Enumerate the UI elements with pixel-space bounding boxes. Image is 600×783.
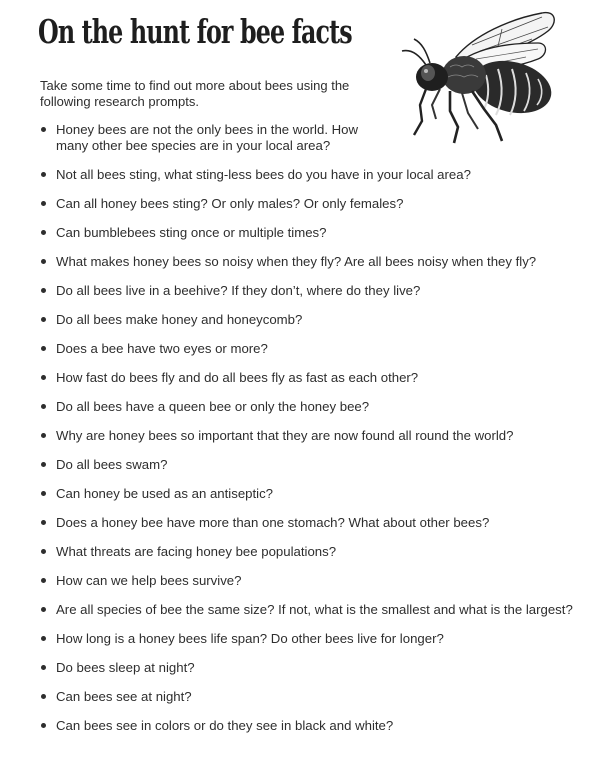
bullet-icon	[41, 288, 46, 293]
list-item	[40, 428, 580, 444]
prompt-text: Can bumblebees sting once or multiple times?	[56, 224, 327, 240]
prompt-text: Do all bees have a queen bee or only the honey bee?	[56, 398, 370, 414]
list-item	[40, 283, 580, 299]
bullet-icon	[41, 491, 46, 496]
bullet-icon	[41, 462, 46, 467]
bullet-icon	[41, 694, 46, 699]
list-item	[40, 602, 580, 618]
list-item	[40, 370, 580, 386]
research-prompt-list	[40, 122, 580, 747]
list-item	[40, 122, 386, 153]
prompt-text: What makes honey bees so noisy when they fly? Are all bees noisy when they fly?	[56, 253, 537, 269]
prompt-text: Do bees sleep at night?	[56, 659, 195, 675]
bullet-icon	[41, 404, 46, 409]
prompt-text: Can all honey bees sting? Or only males? Or only females?	[56, 195, 404, 211]
prompt-text: How fast do bees fly and do all bees fly as fast as each other?	[56, 369, 419, 385]
list-item	[40, 254, 580, 270]
list-item	[40, 689, 580, 705]
list-item	[40, 486, 580, 502]
bullet-icon	[41, 317, 46, 322]
page-title: On the hunt for bee facts	[38, 12, 352, 51]
bullet-icon	[41, 578, 46, 583]
bullet-icon	[41, 549, 46, 554]
prompt-text: Honey bees are not the only bees in the world. How many other bee species are in your local area?	[56, 122, 359, 153]
list-item	[40, 457, 580, 473]
prompt-text: Can bees see at night?	[56, 688, 192, 704]
list-item	[40, 515, 580, 531]
list-item	[40, 718, 580, 734]
prompt-text: How can we help bees survive?	[56, 572, 242, 588]
bullet-icon	[41, 259, 46, 264]
prompt-text: Not all bees sting, what sting-less bees do you have in your local area?	[56, 166, 471, 182]
list-item	[40, 196, 580, 212]
list-item	[40, 167, 580, 183]
bullet-icon	[41, 201, 46, 206]
bullet-icon	[41, 636, 46, 641]
prompt-text: Do all bees swam?	[56, 456, 168, 472]
bullet-icon	[41, 375, 46, 380]
prompt-text: Does a bee have two eyes or more?	[56, 340, 268, 356]
bullet-icon	[41, 607, 46, 612]
bullet-icon	[41, 230, 46, 235]
list-item	[40, 631, 580, 647]
bullet-icon	[41, 346, 46, 351]
bullet-icon	[41, 520, 46, 525]
intro-text: Take some time to find out more about bees using the following research prompts.	[40, 78, 350, 109]
prompt-text: Does a honey bee have more than one stomach? What about other bees?	[56, 514, 490, 530]
bullet-icon	[41, 723, 46, 728]
bullet-icon	[41, 665, 46, 670]
prompt-text: How long is a honey bees life span? Do other bees live for longer?	[56, 630, 444, 646]
bullet-icon	[41, 433, 46, 438]
bullet-icon	[41, 127, 46, 132]
prompt-text: Can bees see in colors or do they see in black and white?	[56, 717, 394, 733]
list-item	[40, 399, 580, 415]
list-item	[40, 544, 580, 560]
list-item	[40, 341, 580, 357]
list-item	[40, 573, 580, 589]
list-item	[40, 225, 580, 241]
prompt-text: What threats are facing honey bee populations?	[56, 543, 337, 559]
bullet-icon	[41, 172, 46, 177]
prompt-text: Do all bees live in a beehive? If they don’t, where do they live?	[56, 282, 421, 298]
prompt-text: Are all species of bee the same size? If not, what is the smallest and what is the largest?	[56, 601, 573, 617]
prompt-text: Can honey be used as an antiseptic?	[56, 485, 274, 501]
list-item	[40, 660, 580, 676]
list-item	[40, 312, 580, 328]
prompt-text: Do all bees make honey and honeycomb?	[56, 311, 303, 327]
prompt-text: Why are honey bees so important that they are now found all round the world?	[56, 427, 514, 443]
